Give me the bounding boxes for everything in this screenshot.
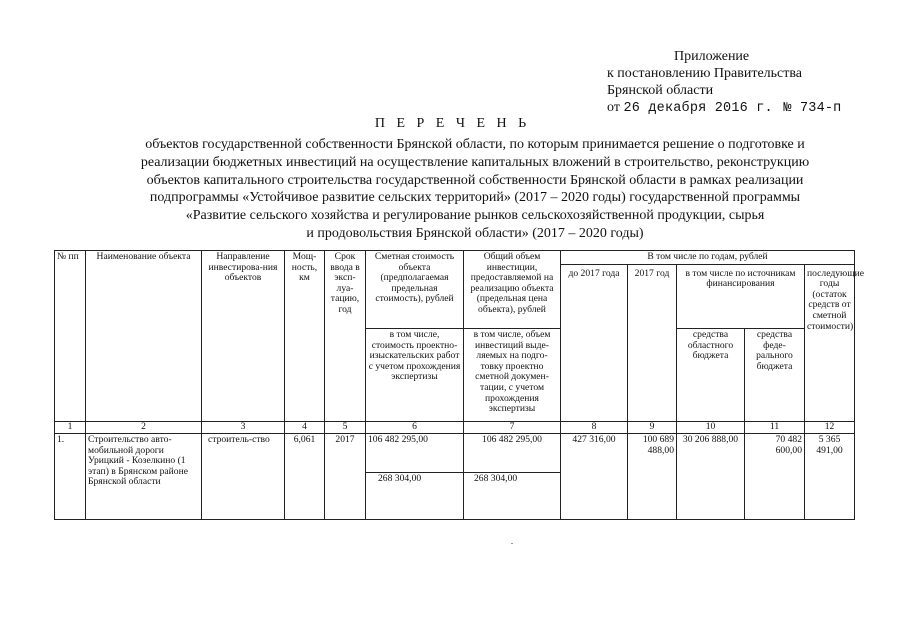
header-following-years: последующие годы (остаток средств от сметной стоимости) — [805, 264, 855, 421]
page-title: П Е Р Е Ч Е Н Ь — [374, 116, 531, 131]
appendix-decree-ref: к постановлению Правительства — [607, 66, 803, 81]
subtitle-line: реализации бюджетных инвестиций на осуществление капитальных вложений в строительство, реконструкцию — [140, 154, 810, 170]
column-number: 2 — [86, 422, 202, 434]
row-before-2017: 427 316,00 — [561, 434, 628, 520]
objects-table — [54, 250, 864, 520]
row-2017: 100 689 488,00 — [628, 434, 677, 520]
subtitle-line: объектов капитального строительства государственной собственности Брянской области в рамках реализации — [146, 172, 804, 188]
header-direction: Направление инвестирова-ния объектов — [202, 251, 285, 422]
column-number: 5 — [325, 422, 366, 434]
column-number: 4 — [285, 422, 325, 434]
decree-number-stamp: № 734-п — [783, 101, 842, 116]
row-estimated-cost: 106 482 295,00 — [366, 434, 464, 473]
column-number: 9 — [628, 422, 677, 434]
decree-date-stamp: 26 декабря 2016 г. — [623, 101, 773, 116]
header-term: Срок ввода в эксп-луа-тацию, год — [325, 251, 366, 422]
row-term: 2017 — [325, 434, 366, 520]
scan-speck — [511, 543, 513, 544]
column-number: 8 — [561, 422, 628, 434]
header-row-1 — [55, 251, 855, 265]
subtitle-line: и продовольствия Брянской области» (2017 – 2020 годы) — [306, 225, 644, 241]
column-number: 3 — [202, 422, 285, 434]
column-number: 7 — [464, 422, 561, 434]
appendix-date-line — [607, 99, 841, 117]
header-total-investment-incl: в том числе, объем инвестиций выде-ляемых на подго-товку проектно сметной докумен-тации, с учетом прохождения экспертизы — [464, 329, 561, 422]
appendix-block — [607, 48, 841, 117]
header-total-investment: Общий объем инвестиции, предоставляемой на реализацию объекта (предельная цена объекта), рублей — [464, 251, 561, 329]
header-2017: 2017 год — [628, 264, 677, 421]
row-total-investment: 106 482 295,00 — [464, 434, 561, 473]
subtitle-line: подпрограммы «Устойчивое развитие сельских территорий» (2017 – 2020 годы) государственной программы — [149, 190, 801, 206]
header-estimated-cost-incl: в том числе, стоимость проектно-изыскательских работ с учетом прохождения экспертизы — [366, 329, 464, 422]
table-row — [55, 434, 855, 473]
row-federal-budget: 70 482 600,00 — [745, 434, 805, 520]
row-following-years: 5 365 491,00 — [805, 434, 855, 520]
column-numbers-row — [55, 422, 855, 434]
header-by-sources: в том числе по источникам финансирования — [677, 264, 805, 328]
header-capacity: Мощ-ность, км — [285, 251, 325, 422]
header-regional-budget: средства областного бюджета — [677, 329, 745, 422]
row-direction: строитель-ство — [202, 434, 285, 520]
subtitle-line: «Развитие сельского хозяйства и регулирование рынков сельскохозяйственной продукции, сырья — [185, 208, 765, 224]
document-subtitle — [90, 136, 860, 243]
date-prefix: от — [607, 100, 620, 115]
header-federal-budget: средства феде-рального бюджета — [745, 329, 805, 422]
column-number: 12 — [805, 422, 855, 434]
row-regional-budget: 30 206 888,00 — [677, 434, 745, 520]
row-capacity: 6,061 — [285, 434, 325, 520]
header-before-2017: до 2017 года — [561, 264, 628, 421]
column-number: 1 — [55, 422, 86, 434]
column-number: 10 — [677, 422, 745, 434]
appendix-region: Брянской области — [607, 83, 714, 98]
column-number: 11 — [745, 422, 805, 434]
header-name: Наименование объекта — [86, 251, 202, 422]
header-estimated-cost: Сметная стоимость объекта (предполагаемая предельная стоимость), рублей — [366, 251, 464, 329]
row-total-investment-incl: 268 304,00 — [464, 473, 561, 520]
row-name: Строительство авто-мобильной дороги Урицкий - Козелкино (1 этап) в Брянском районе Брянской области — [86, 434, 202, 520]
column-number: 6 — [366, 422, 464, 434]
row-estimated-cost-incl: 268 304,00 — [366, 473, 464, 520]
row-num: 1. — [55, 434, 86, 520]
subtitle-line: объектов государственной собственности Брянской области, по которым принимается решение о подготовке и — [145, 137, 805, 152]
appendix-label: Приложение — [674, 49, 750, 64]
header-num: № пп — [55, 251, 86, 422]
header-by-years: В том числе по годам, рублей — [561, 251, 855, 265]
